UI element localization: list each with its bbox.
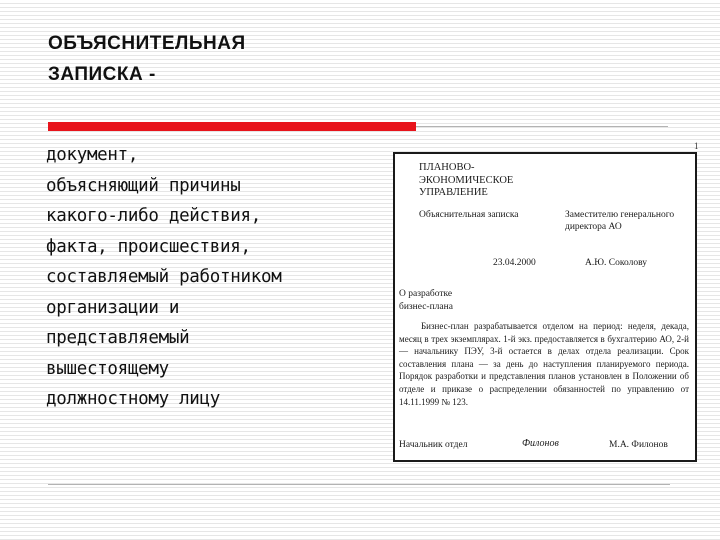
title-line-1: ОБЪЯСНИТЕЛЬНАЯ xyxy=(48,33,246,54)
definition-text: документ, объясняющий причины какого-либо действия, факта, происшествия, составляемый работником организации и представляемый вышестоящему должностному лицу xyxy=(46,145,282,409)
title-line-2: ЗАПИСКА - xyxy=(48,64,156,85)
accent-bar xyxy=(48,122,416,131)
document-subject: О разработке бизнес-плана xyxy=(399,289,453,312)
document-date: 23.04.2000 xyxy=(493,258,536,268)
addressee-name: А.Ю. Соколову xyxy=(585,258,647,268)
signer-name: М.А. Филонов xyxy=(609,440,668,450)
slide-title xyxy=(48,28,368,90)
divider-bottom xyxy=(48,484,670,485)
document-department: ПЛАНОВО- ЭКОНОМИЧЕСКОЕ УПРАВЛЕНИЕ xyxy=(419,162,514,198)
signer-position: Начальник отдел xyxy=(399,440,468,450)
sample-document xyxy=(393,152,697,462)
signer-signature: Филонов xyxy=(522,438,559,449)
document-addressee: Заместителю генерального директора АО xyxy=(565,210,675,232)
document-type: Объяснительная записка xyxy=(419,210,519,220)
page-number: 1 xyxy=(694,141,699,151)
document-body: Бизнес-план разрабатывается отделом на период: неделя, декада, месяц в трех экземплярах. 1-й экз. предоставляется в бухгалтерию АО, 2-й — начальнику ПЭУ, 3-й остается в делах отдела реализации. Срок составления плана — за день до наступления планируемого периода. Порядок разработки и представления планов установлен в Положении об отделе и приказе о распределении обязанностей по управлению от 14.11.1999 № 123. xyxy=(399,321,689,407)
divider-top xyxy=(416,126,668,127)
